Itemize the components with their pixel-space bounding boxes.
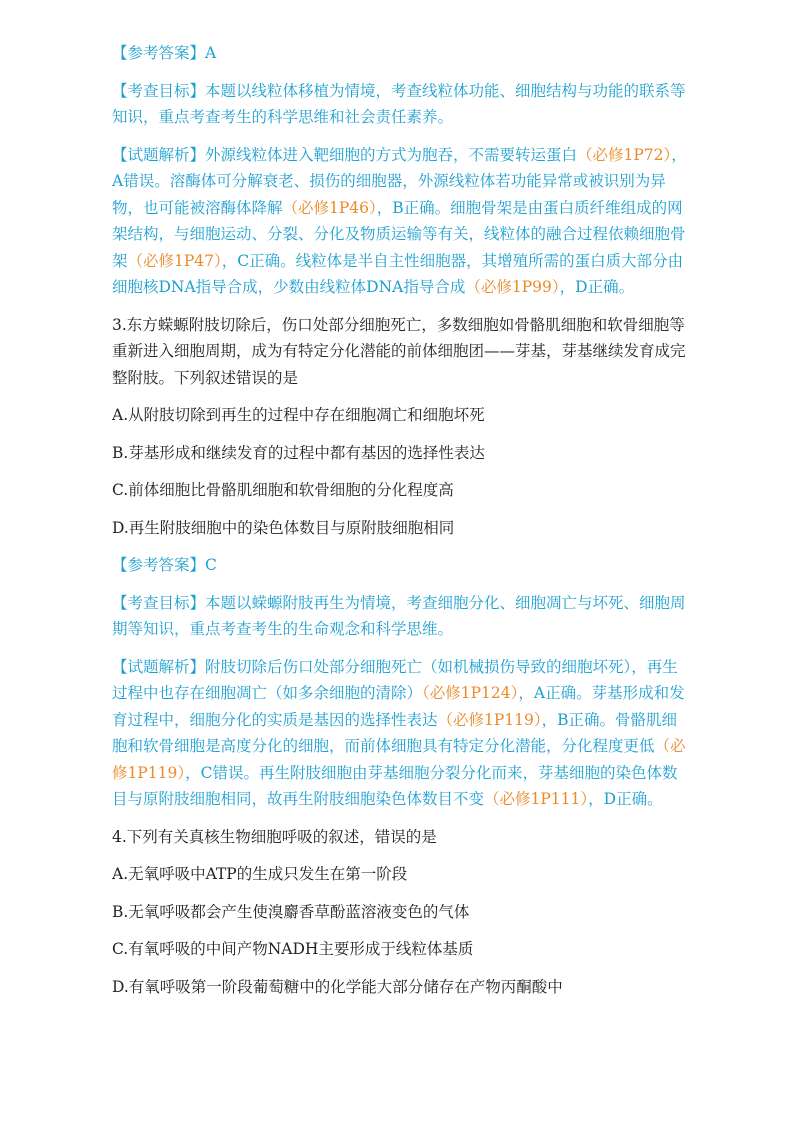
question-4-option-b: B.无氧呼吸都会产生使溴麝香草酚蓝溶液变色的气体 [112,902,470,921]
question-3-option-b: B.芽基形成和继续发育的过程中都有基因的选择性表达 [112,443,485,462]
textbook-reference: （必修1P124） [422,684,519,702]
exam-goal-q3: 【考查目标】本题以蝾螈附肢再生为情境，考查细胞分化、细胞凋亡与坏死、细胞周期等知识，重点考查考生的生命观念和科学思维。 [112,593,686,638]
analysis-q2 [112,142,690,301]
question-4-option-a: A.无氧呼吸中ATP的生成只发生在第一阶段 [112,865,408,883]
exam-goal-q2: 【考查目标】本题以线粒体移植为情境，考查线粒体功能、细胞结构与功能的联系等知识，重点考查考生的科学思维和社会责任素养。 [112,81,686,126]
analysis-text: ，C错误。再生附肢细胞由芽基细胞分裂分化而来，芽基细胞的染色体数目与原附肢细胞相同，故再生附肢细胞染色体数目不变 [112,763,678,808]
textbook-reference: （必修1P72） [577,145,672,164]
analysis-text: 【试题解析】外源线粒体进入靶细胞的方式为胞吞，不需要转运蛋白 [112,145,578,164]
question-3-stem: 3.东方蝾螈附肢切除后，伤口处部分细胞死亡，多数细胞如骨骼肌细胞和软骨细胞等重新进入细胞周期，成为有特定分化潜能的前体细胞团——芽基，芽基继续发育成完整附肢。下列叙述错误的是 [112,315,686,387]
analysis-q3 [112,654,690,813]
textbook-reference: （必修1P46） [282,198,377,217]
textbook-reference: （必修1P47） [127,251,222,270]
answer-label-q2: 【参考答案】A [112,44,217,62]
analysis-text: ，D正确。 [559,278,635,296]
answer-label-q3: 【参考答案】C [112,556,217,574]
question-4-option-c: C.有氧呼吸的中间产物NADH主要形成于线粒体基质 [112,940,474,958]
textbook-reference: （必修1P111） [484,790,589,808]
question-4-option-d: D.有氧呼吸第一阶段葡萄糖中的化学能大部分储存在产物丙酮酸中 [112,977,563,996]
analysis-text: ，A错误。溶酶体可分解衰老、损伤的细胞器，外源线粒体若功能异常或被识别为异物，也可能被溶酶体降解 [112,145,687,217]
textbook-reference: （必修1P99） [465,278,560,296]
question-3-option-c: C.前体细胞比骨骼肌细胞和软骨细胞的分化程度高 [112,481,454,499]
question-3-option-d: D.再生附肢细胞中的染色体数目与原附肢细胞相同 [112,518,455,537]
analysis-text: ，D正确。 [588,790,663,808]
analysis-text: 【试题解析】附肢切除后伤口处部分细胞死亡（如机械损伤导致的细胞坏死），再生过程中也存在细胞凋亡（如多余细胞的清除） [112,657,678,702]
analysis-text: ，B正确。骨骼肌细胞和软骨细胞是高度分化的细胞，而前体细胞具有特定分化潜能，分化程度更低 [112,710,678,755]
question-3-option-a: A.从附肢切除到再生的过程中存在细胞凋亡和细胞坏死 [112,406,485,424]
question-4-stem: 4.下列有关真核生物细胞呼吸的叙述，错误的是 [112,827,437,846]
analysis-text: ，A正确。芽基形成和发育过程中，细胞分化的实质是基因的选择性表达 [112,684,685,729]
analysis-text: ，C正确。线粒体是半自主性细胞器，其增殖所需的蛋白质大部分由细胞核DNA指导合成，少数由线粒体DNA指导合成 [112,251,684,296]
textbook-reference: （必修1P119） [437,710,542,729]
analysis-text: ，B正确。细胞骨架是由蛋白质纤维组成的网架结构，与细胞运动、分裂、分化及物质运输等有关，线粒体的融合过程依赖细胞骨架 [112,198,686,270]
textbook-reference: （必修1P119） [112,737,686,782]
